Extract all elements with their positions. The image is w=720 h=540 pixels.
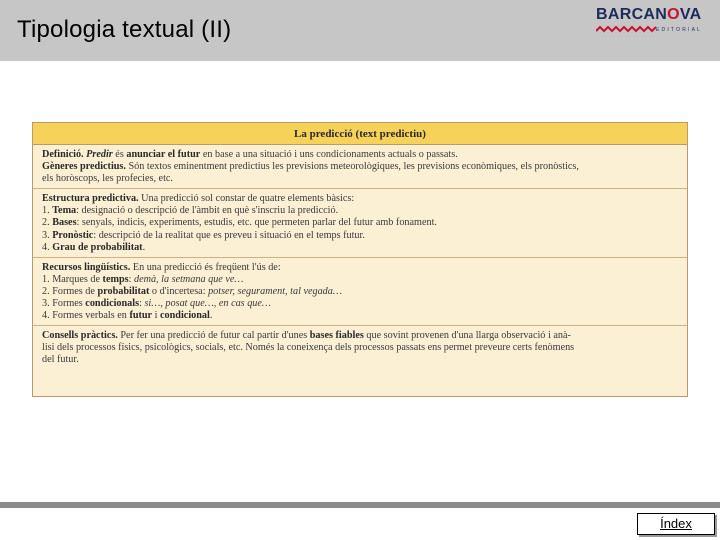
- structure-item: 1. Tema: designació o descripció de l'àmbit en què s'inscriu la predicció.: [42, 205, 339, 217]
- structure-item: 3. Pronòstic: descripció de la realitat que es preveu i situació en el temps futur.: [42, 229, 365, 241]
- advice-line-cont: del futur.: [42, 354, 79, 366]
- section-resources: [33, 258, 687, 326]
- genres-line: Gèneres predictius. Són textos eminentment predictius les previsions meteorològiques, les previsions econòmiques, els pronòstics,: [42, 161, 579, 173]
- structure-item: 2. Bases: senyals, indicis, experiments, estudis, etc. que permeten parlar del futur amb fonament.: [42, 217, 437, 229]
- advice-line-cont: lisi dels processos físics, psicològics, socials, etc. Només la coneixença dels processos passats ens permet preveure certs fenòmens: [42, 342, 575, 354]
- section-advice: [33, 326, 687, 369]
- resources-item: 2. Formes de probabilitat o d'incertesa: potser, segurament, tal vegada…: [42, 285, 342, 297]
- resources-line: Recursos lingüístics. En una predicció és freqüent l'ús de:: [42, 261, 281, 273]
- barcanova-logo: [596, 6, 714, 40]
- index-button[interactable]: Índex: [637, 513, 715, 535]
- header-bar: [0, 0, 720, 61]
- genres-line-cont: els horòscops, les profecies, etc.: [42, 173, 173, 185]
- table-heading: La predicció (text predictiu): [33, 123, 687, 145]
- resources-item: 1. Marques de temps: demà, la setmana que ve…: [42, 273, 244, 285]
- section-structure: [33, 189, 687, 257]
- prediction-table: [32, 122, 688, 397]
- footer-divider: [0, 502, 720, 508]
- resources-item: 4. Formes verbals en futur i condicional.: [42, 310, 213, 322]
- structure-line: Estructura predictiva. Una predicció sol constar de quatre elements bàsics:: [42, 193, 355, 205]
- definition-line: Definició. Predir és anunciar el futur en base a una situació i uns condicionaments actuals o passats.: [42, 149, 458, 160]
- page-title: Tipologia textual (II): [17, 16, 232, 43]
- advice-line: Consells pràctics. Per fer una predicció de futur cal partir d'unes bases fiables que sovint provenen d'una llarga observació i anà-: [42, 330, 571, 342]
- resources-item: 3. Formes condicionals: si…, posat que…, en cas que…: [42, 298, 271, 310]
- logo-text: BARCANOVA: [596, 6, 702, 23]
- logo-wave-icon: [596, 25, 656, 33]
- structure-item: 4. Grau de probabilitat.: [42, 241, 146, 253]
- section-definition: [33, 145, 687, 189]
- logo-subtitle: EDITORIAL: [656, 27, 703, 33]
